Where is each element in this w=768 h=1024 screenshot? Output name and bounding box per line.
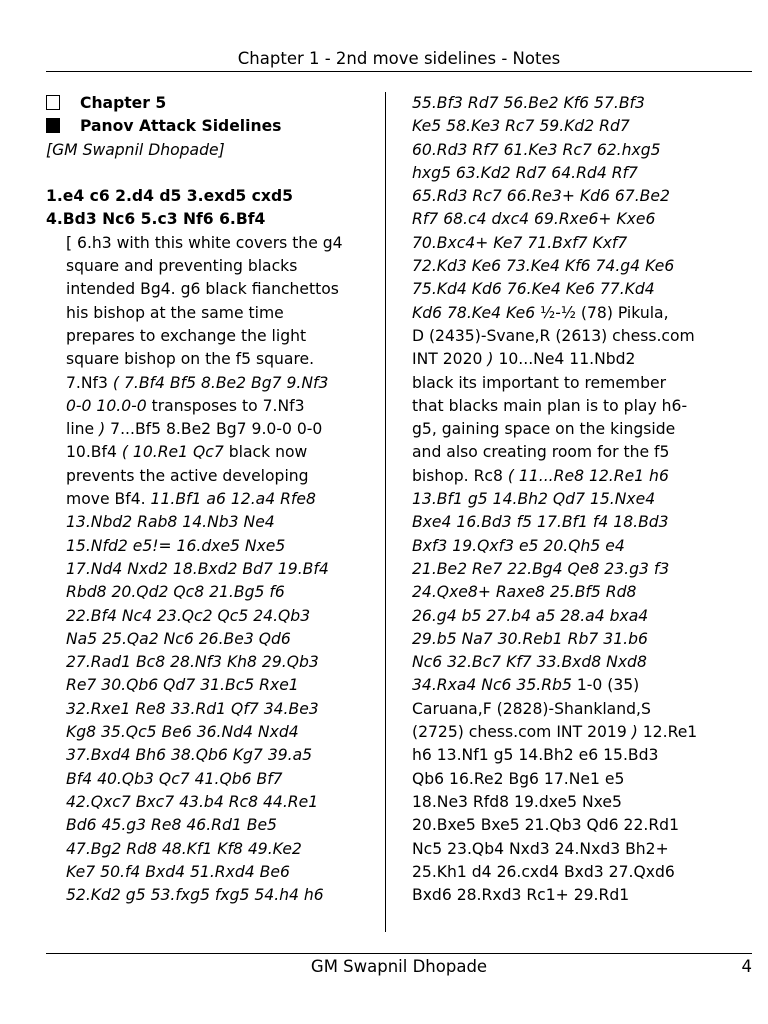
text-line: Bxd6 28.Rxd3 Rc1+ 29.Rd1 xyxy=(412,886,630,905)
right-column xyxy=(412,92,712,907)
text-line: square bishop on the f5 square. xyxy=(66,350,315,369)
variation-line: Ke7 50.f4 Bxd4 51.Rxd4 Be6 xyxy=(66,862,290,881)
variation-line: 32.Rxe1 Re8 33.Rd1 Qf7 34.Be3 xyxy=(66,699,319,718)
variation-line: Bxe4 16.Bd3 f5 17.Bf1 f4 18.Bd3 xyxy=(412,513,669,532)
main-line: 4.Bd3 Nc6 5.c3 Nf6 6.Bf4 xyxy=(46,210,266,229)
text-line: square and preventing blacks xyxy=(66,257,298,276)
comment-text: transposes to 7.Nf3 xyxy=(151,396,305,415)
variation-text: ( 7.Bf4 Bf5 8.Be2 Bg7 9.Nf3 xyxy=(112,373,329,392)
variation-text: 0-0 10.0-0 xyxy=(66,396,152,415)
left-column xyxy=(46,92,376,907)
variation-line: 75.Kd4 Kd6 76.Ke4 Ke6 77.Kd4 xyxy=(412,280,655,299)
variation-line: Kg8 35.Qc5 Be6 36.Nd4 Nxd4 xyxy=(66,723,299,742)
game-result: ½-½ (78) Pikula, xyxy=(540,303,669,322)
variation-line: 52.Kd2 g5 53.fxg5 fxg5 54.h4 h6 xyxy=(66,886,324,905)
variation-line: Rbd8 20.Qd2 Qc8 21.Bg5 f6 xyxy=(66,583,285,602)
text-line: D (2435)-Svane,R (2613) chess.com xyxy=(412,326,695,345)
text-line xyxy=(412,302,712,325)
comment-text: line xyxy=(66,420,100,439)
variation-text: Kd6 78.Ke4 Ke6 xyxy=(412,303,541,322)
chapter-label: Chapter 5 xyxy=(80,94,167,112)
variation-text: 34.Rxa4 Nc6 35.Rb5 xyxy=(412,676,577,695)
move-text: 10.Bf4 xyxy=(66,443,122,462)
variation-line: 55.Bf3 Rd7 56.Be2 Kf6 57.Bf3 xyxy=(412,94,645,112)
text-line: and also creating room for the f5 xyxy=(412,443,670,462)
move-text: 7...Bf5 8.Be2 Bg7 9.0-0 0-0 xyxy=(110,420,323,439)
move-text: 7.Nf3 xyxy=(66,373,113,392)
text-line: prepares to exchange the light xyxy=(66,326,307,345)
section-title: Panov Attack Sidelines xyxy=(80,117,282,136)
move-text: 10...Ne4 11.Nbd2 xyxy=(498,350,636,369)
variation-text: ( 10.Re1 Qc7 xyxy=(121,443,229,462)
text-line: h6 13.Nf1 g5 14.Bh2 e6 15.Bd3 xyxy=(412,746,659,765)
variation-line: 29.b5 Na7 30.Reb1 Rb7 31.b6 xyxy=(412,629,648,648)
footer-rule xyxy=(46,953,752,954)
section-heading xyxy=(46,115,376,138)
move-text: bishop. Rc8 xyxy=(412,466,508,485)
text-line xyxy=(46,395,376,418)
text-line xyxy=(46,441,376,464)
footer-author: GM Swapnil Dhopade xyxy=(310,957,488,976)
variation-line: 24.Qxe8+ Raxe8 25.Bf5 Rd8 xyxy=(412,583,637,602)
move-text: 12.Re1 xyxy=(642,723,698,742)
filled-square-icon xyxy=(46,118,60,133)
chapter-heading xyxy=(46,92,376,115)
page-header: Chapter 1 - 2nd move sidelines - Notes xyxy=(237,49,561,68)
text-line: 20.Bxe5 Bxe5 21.Qb3 Qd6 22.Rd1 xyxy=(412,816,679,835)
variation-close: ) xyxy=(99,420,111,439)
text-line: Qb6 16.Re2 Bg6 17.Ne1 e5 xyxy=(412,769,625,788)
text-line: black its important to remember xyxy=(412,373,667,392)
header-rule xyxy=(46,71,752,72)
game-result: 1-0 (35) xyxy=(576,676,640,695)
text-line: 18.Ne3 Rfd8 19.dxe5 Nxe5 xyxy=(412,792,622,811)
variation-line: 47.Bg2 Rd8 48.Kf1 Kf8 49.Ke2 xyxy=(66,839,302,858)
variation-line: 21.Be2 Re7 22.Bg4 Qe8 23.g3 f3 xyxy=(412,559,670,578)
variation-line: hxg5 63.Kd2 Rd7 64.Rd4 Rf7 xyxy=(412,163,638,182)
variation-line: 27.Rad1 Bc8 28.Nf3 Kh8 29.Qb3 xyxy=(66,653,319,672)
variation-line: Bd6 45.g3 Re8 46.Rd1 Be5 xyxy=(66,816,277,835)
text-line: prevents the active developing xyxy=(66,466,309,485)
game-source: (2725) chess.com INT 2019 xyxy=(412,723,632,742)
text-line: his bishop at the same time xyxy=(66,303,284,322)
variation-close: ) xyxy=(487,350,499,369)
variation-line: Ke5 58.Ke3 Rc7 59.Kd2 Rd7 xyxy=(412,117,630,136)
text-line: [ 6.h3 with this white covers the g4 xyxy=(66,233,343,252)
variation-line: 37.Bxd4 Bh6 38.Qb6 Kg7 39.a5 xyxy=(66,746,313,765)
column-divider xyxy=(385,92,386,932)
variation-line: 13.Nbd2 Rab8 14.Nb3 Ne4 xyxy=(66,513,275,532)
variation-line: 13.Bf1 g5 14.Bh2 Qd7 15.Nxe4 xyxy=(412,490,656,509)
page-number: 4 xyxy=(741,957,752,976)
variation-line: 15.Nfd2 e5!= 16.dxe5 Nxe5 xyxy=(66,536,286,555)
author-line: [GM Swapnil Dhopade] xyxy=(46,140,225,159)
variation-close: ) xyxy=(631,723,643,742)
text-line: 25.Kh1 d4 26.cxd4 Bxd3 27.Qxd6 xyxy=(412,862,675,881)
text-line xyxy=(412,721,712,744)
variation-line: 72.Kd3 Ke6 73.Ke4 Kf6 74.g4 Ke6 xyxy=(412,257,675,276)
variation-line: Nc6 32.Bc7 Kf7 33.Bxd8 Nxd8 xyxy=(412,653,647,672)
comment-text: black now xyxy=(228,443,308,462)
text-line: g5, gaining space on the kingside xyxy=(412,420,676,439)
variation-line: 65.Rd3 Rc7 66.Re3+ Kd6 67.Be2 xyxy=(412,187,670,206)
text-line: that blacks main plan is to play h6- xyxy=(412,396,688,415)
variation-line: 70.Bxc4+ Ke7 71.Bxf7 Kxf7 xyxy=(412,233,628,252)
variation-line: Bf4 40.Qb3 Qc7 41.Qb6 Bf7 xyxy=(66,769,283,788)
variation-line: Rf7 68.c4 dxc4 69.Rxe6+ Kxe6 xyxy=(412,210,656,229)
main-line: 1.e4 c6 2.d4 d5 3.exd5 cxd5 xyxy=(46,187,293,206)
variation-line: 22.Bf4 Nc4 23.Qc2 Qc5 24.Qb3 xyxy=(66,606,311,625)
variation-line: 26.g4 b5 27.b4 a5 28.a4 bxa4 xyxy=(412,606,649,625)
variation-line: Re7 30.Qb6 Qd7 31.Bc5 Rxe1 xyxy=(66,676,299,695)
spacer xyxy=(46,162,376,185)
text-line xyxy=(412,348,712,371)
text-line xyxy=(412,465,712,488)
empty-square-icon xyxy=(46,95,60,110)
variation-line: 17.Nd4 Nxd2 18.Bxd2 Bd7 19.Bf4 xyxy=(66,559,329,578)
text-line: intended Bg4. g6 black fianchettos xyxy=(66,280,339,299)
variation-text: 11.Bf1 a6 12.a4 Rfe8 xyxy=(150,490,316,509)
text-line xyxy=(46,372,376,395)
text-line xyxy=(46,418,376,441)
game-source: INT 2020 xyxy=(412,350,488,369)
variation-line: Na5 25.Qa2 Nc6 26.Be3 Qd6 xyxy=(66,629,291,648)
text-line xyxy=(412,674,712,697)
variation-line: 42.Qxc7 Bxc7 43.b4 Rc8 44.Re1 xyxy=(66,792,319,811)
text-line xyxy=(46,488,376,511)
variation-line: Bxf3 19.Qxf3 e5 20.Qh5 e4 xyxy=(412,536,625,555)
text-line: Caruana,F (2828)-Shankland,S xyxy=(412,699,651,718)
comment-text: move Bf4. xyxy=(66,490,151,509)
variation-line: 60.Rd3 Rf7 61.Ke3 Rc7 62.hxg5 xyxy=(412,140,661,159)
variation-text: ( 11...Re8 12.Re1 h6 xyxy=(507,466,669,485)
text-line: Nc5 23.Qb4 Nxd3 24.Nxd3 Bh2+ xyxy=(412,839,669,858)
